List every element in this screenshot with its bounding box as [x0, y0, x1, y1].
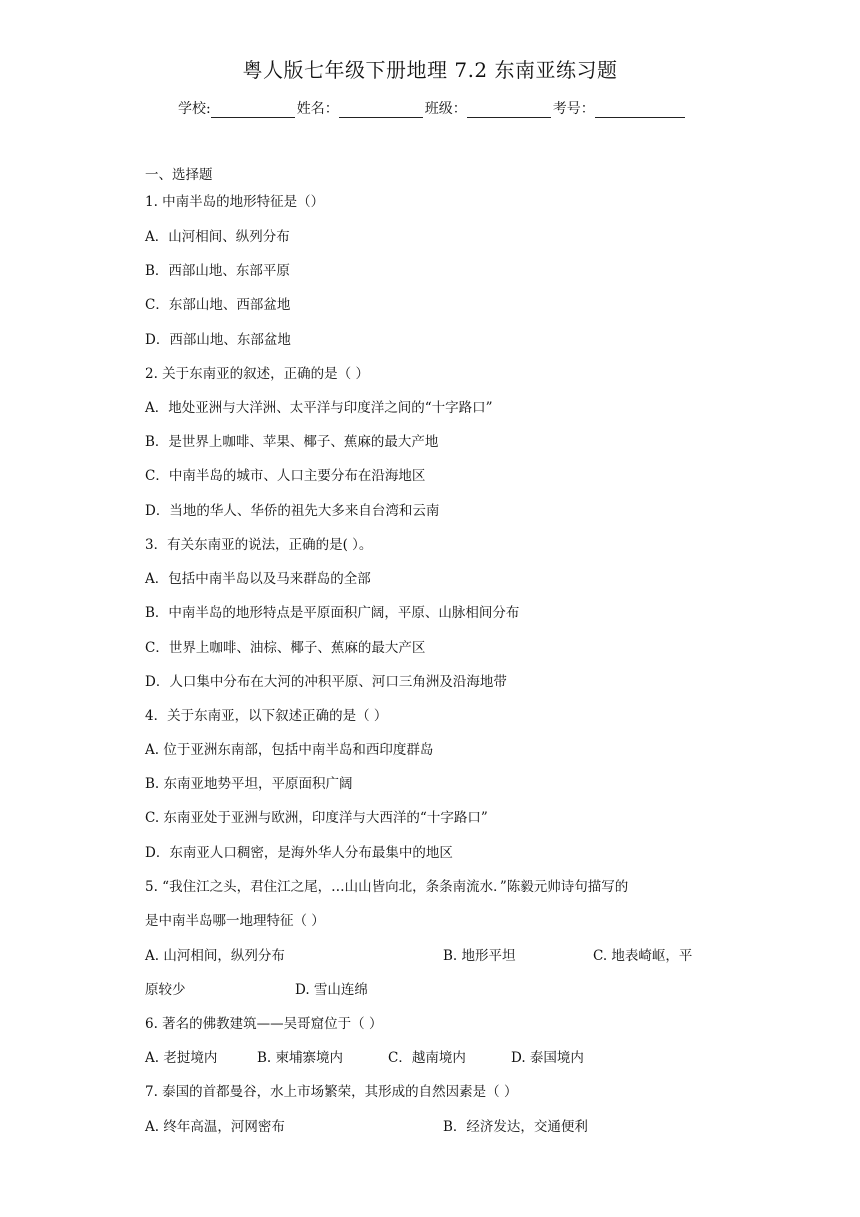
page-title: 粤人版七年级下册地理 7.2 东南亚练习题 — [242, 58, 618, 82]
option-a: A．包括中南半岛以及马来群岛的全部 — [145, 571, 371, 587]
option-a: A. 老挝境内 — [145, 1050, 218, 1066]
option-c: C．越南境内 — [388, 1050, 466, 1066]
name-blank — [339, 103, 423, 118]
class-label: 班级： — [424, 101, 467, 117]
option-b: B. 地形平坦 — [443, 948, 516, 964]
option-a: A. 终年高温，河网密布 — [145, 1119, 285, 1135]
option-b: B．中南半岛的地形特点是平原面积广阔，平原、山脉相间分布 — [145, 605, 520, 621]
option-d: D. 泰国境内 — [511, 1050, 584, 1066]
option-d: D. 雪山连绵 — [295, 982, 368, 998]
option-a: A. 山河相间，纵列分布 — [145, 948, 285, 964]
option-b: B．是世界上咖啡、苹果、椰子、蕉麻的最大产地 — [145, 434, 439, 450]
question-stem: 3．有关东南亚的说法，正确的是( ）。 — [145, 537, 373, 553]
question-stem-continued: 是中南半岛哪一地理特征（ ） — [145, 913, 325, 929]
option-b: B．西部山地、东部平原 — [145, 263, 290, 279]
option-c: C．东部山地、西部盆地 — [145, 297, 291, 313]
section-title: 一、选择题 — [145, 167, 213, 183]
question-stem: 7. 泰国的首都曼谷，水上市场繁荣，其形成的自然因素是（ ） — [145, 1084, 518, 1100]
option-a: A. 位于亚洲东南部，包括中南半岛和西印度群岛 — [145, 742, 434, 758]
option-b: B．经济发达，交通便利 — [443, 1119, 588, 1135]
option-d: D．当地的华人、华侨的祖先大多来自台湾和云南 — [145, 503, 440, 519]
student-info-line — [178, 98, 687, 118]
option-b: B. 柬埔寨境内 — [257, 1050, 344, 1066]
option-d: D．东南亚人口稠密，是海外华人分布最集中的地区 — [145, 845, 453, 861]
option-d: D．西部山地、东部盆地 — [145, 332, 291, 348]
name-label: 姓名： — [296, 101, 339, 117]
option-b: B. 东南亚地势平坦，平原面积广阔 — [145, 776, 353, 792]
option-c: C．世界上咖啡、油棕、椰子、蕉麻的最大产区 — [145, 640, 426, 656]
question-stem: 6. 著名的佛教建筑——吴哥窟位于（ ） — [145, 1016, 383, 1032]
option-c-continued: 原较少 — [145, 982, 186, 998]
option-c: C. 东南亚处于亚洲与欧洲，印度洋与大西洋的“十字路口” — [145, 810, 488, 826]
exam-number-label: 考号： — [552, 101, 595, 117]
exam-number-blank — [595, 103, 685, 118]
question-stem: 4．关于东南亚，以下叙述正确的是（ ） — [145, 708, 388, 724]
option-a: A．地处亚洲与大洋洲、太平洋与印度洋之间的“十字路口” — [145, 400, 493, 416]
class-blank — [467, 103, 551, 118]
school-blank — [211, 103, 295, 118]
option-a: A．山河相间、纵列分布 — [145, 229, 290, 245]
option-c: C．中南半岛的城市、人口主要分布在沿海地区 — [145, 468, 426, 484]
option-c: C. 地表崎岖，平 — [593, 948, 693, 964]
option-d: D．人口集中分布在大河的冲积平原、河口三角洲及沿海地带 — [145, 674, 507, 690]
school-label: 学校: — [178, 101, 211, 117]
question-stem: 2. 关于东南亚的叙述，正确的是（ ） — [145, 366, 369, 382]
question-stem: 1. 中南半岛的地形特征是（） — [145, 194, 325, 210]
question-stem: 5. “我住江之头，君住江之尾，…山山皆向北，条条南流水．”陈毅元帅诗句描写的 — [145, 879, 629, 895]
